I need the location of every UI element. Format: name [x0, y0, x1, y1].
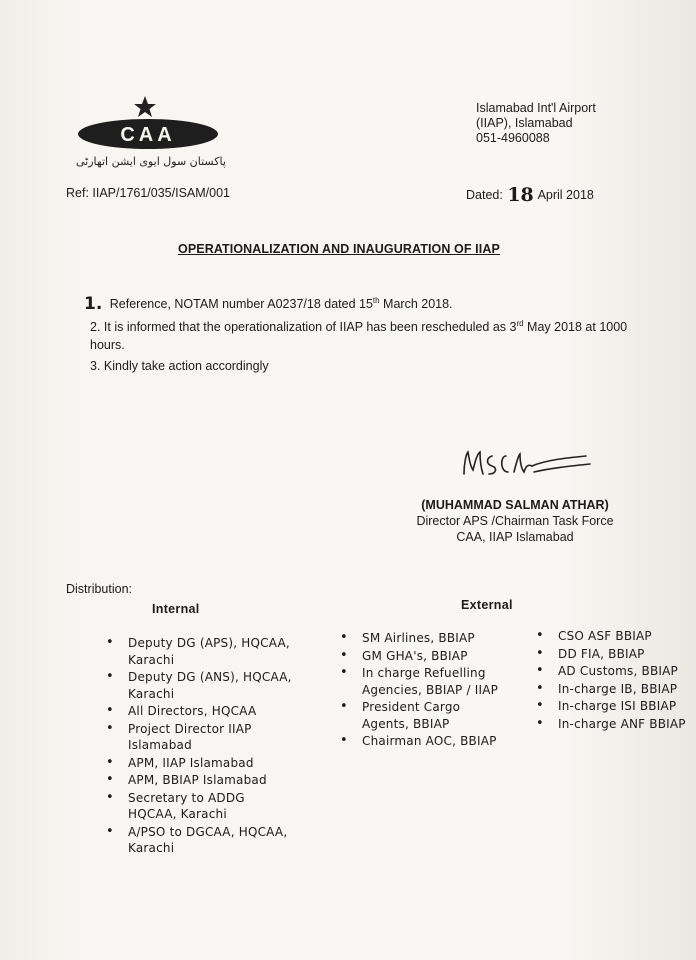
list-item: • Deputy DG (ANS), HQCAA, Karachi	[106, 669, 296, 702]
address-line: (IIAP), Islamabad	[476, 116, 573, 130]
list-item: • All Directors, HQCAA	[106, 703, 296, 720]
signatory-block	[410, 497, 620, 545]
paragraph-number: 3.	[90, 359, 101, 373]
paragraph-text: Kindly take action accordingly	[103, 359, 269, 373]
subject-heading: OPERATIONALIZATION AND INAUGURATION OF IIAP	[178, 242, 500, 256]
signatory-title: Director APS /Chairman Task Force	[416, 514, 614, 528]
signatory-name: (MUHAMMAD SALMAN ATHAR)	[421, 498, 609, 512]
paragraph-text: It is informed that the operationalization of IIAP has been rescheduled as 3	[103, 320, 517, 335]
reference-number: Ref: IIAP/1761/035/ISAM/001	[66, 186, 230, 200]
internal-heading: Internal	[152, 602, 200, 616]
paragraph-1	[84, 292, 453, 313]
list-item: • Project Director IIAP Islamabad	[106, 721, 296, 754]
paragraph-2	[90, 315, 630, 354]
list-item: • Deputy DG (APS), HQCAA, Karachi	[106, 635, 296, 668]
list-item: • In charge Refuelling Agencies, BBIAP / IIAP	[340, 665, 510, 698]
list-item: • GM GHA's, BBIAP	[340, 648, 510, 665]
paragraph-text: May 2018 at 1000 hours.	[90, 320, 628, 353]
list-item: • AD Customs, BBIAP	[536, 663, 686, 680]
internal-distribution-list	[106, 635, 296, 858]
distribution-label: Distribution:	[66, 582, 132, 596]
list-item: • APM, BBIAP Islamabad	[106, 772, 296, 789]
date-line	[466, 184, 594, 206]
list-item: • President Cargo Agents, BBIAP	[340, 699, 510, 732]
list-item: • A/PSO to DGCAA, HQCAA, Karachi	[106, 824, 296, 857]
external-heading: External	[461, 598, 513, 612]
list-item: • Chairman AOC, BBIAP	[340, 733, 510, 750]
list-item: • DD FIA, BBIAP	[536, 646, 686, 663]
caa-logo	[74, 95, 234, 170]
paragraph-text: Reference, NOTAM number A0237/18 dated 15	[109, 297, 373, 312]
date-prefix: Dated:	[466, 188, 503, 202]
paragraph-number: 1.	[84, 294, 103, 315]
paragraph-text: March 2018.	[379, 297, 453, 312]
address-line: Islamabad Int'l Airport	[476, 101, 596, 115]
handwritten-signature	[456, 444, 596, 484]
date-suffix: April 2018	[537, 188, 594, 202]
external-distribution-list-1	[340, 630, 510, 751]
signatory-org: CAA, IIAP Islamabad	[456, 530, 574, 544]
list-item: • In-charge IB, BBIAP	[536, 681, 686, 698]
external-distribution-list-2	[536, 628, 686, 733]
paragraph-3	[90, 357, 269, 375]
list-item: • APM, IIAP Islamabad	[106, 755, 296, 772]
date-day-handwritten: 18	[507, 184, 534, 206]
logo-urdu-text: پاکستان سول ایوی ایشن اتھارٹی	[76, 155, 226, 168]
logo-text: CAA	[120, 124, 176, 146]
list-item: • In-charge ANF BBIAP	[536, 716, 686, 733]
paragraph-number: 2.	[90, 320, 101, 335]
sender-address	[476, 101, 596, 146]
list-item: • Secretary to ADDG HQCAA, Karachi	[106, 790, 296, 823]
ordinal-suffix: rd	[516, 319, 524, 328]
list-item: • SM Airlines, BBIAP	[340, 630, 510, 647]
ordinal-suffix: th	[372, 296, 380, 305]
list-item: • In-charge ISI BBIAP	[536, 698, 686, 715]
list-item: • CSO ASF BBIAP	[536, 628, 686, 645]
address-line: 051-4960088	[476, 131, 550, 145]
